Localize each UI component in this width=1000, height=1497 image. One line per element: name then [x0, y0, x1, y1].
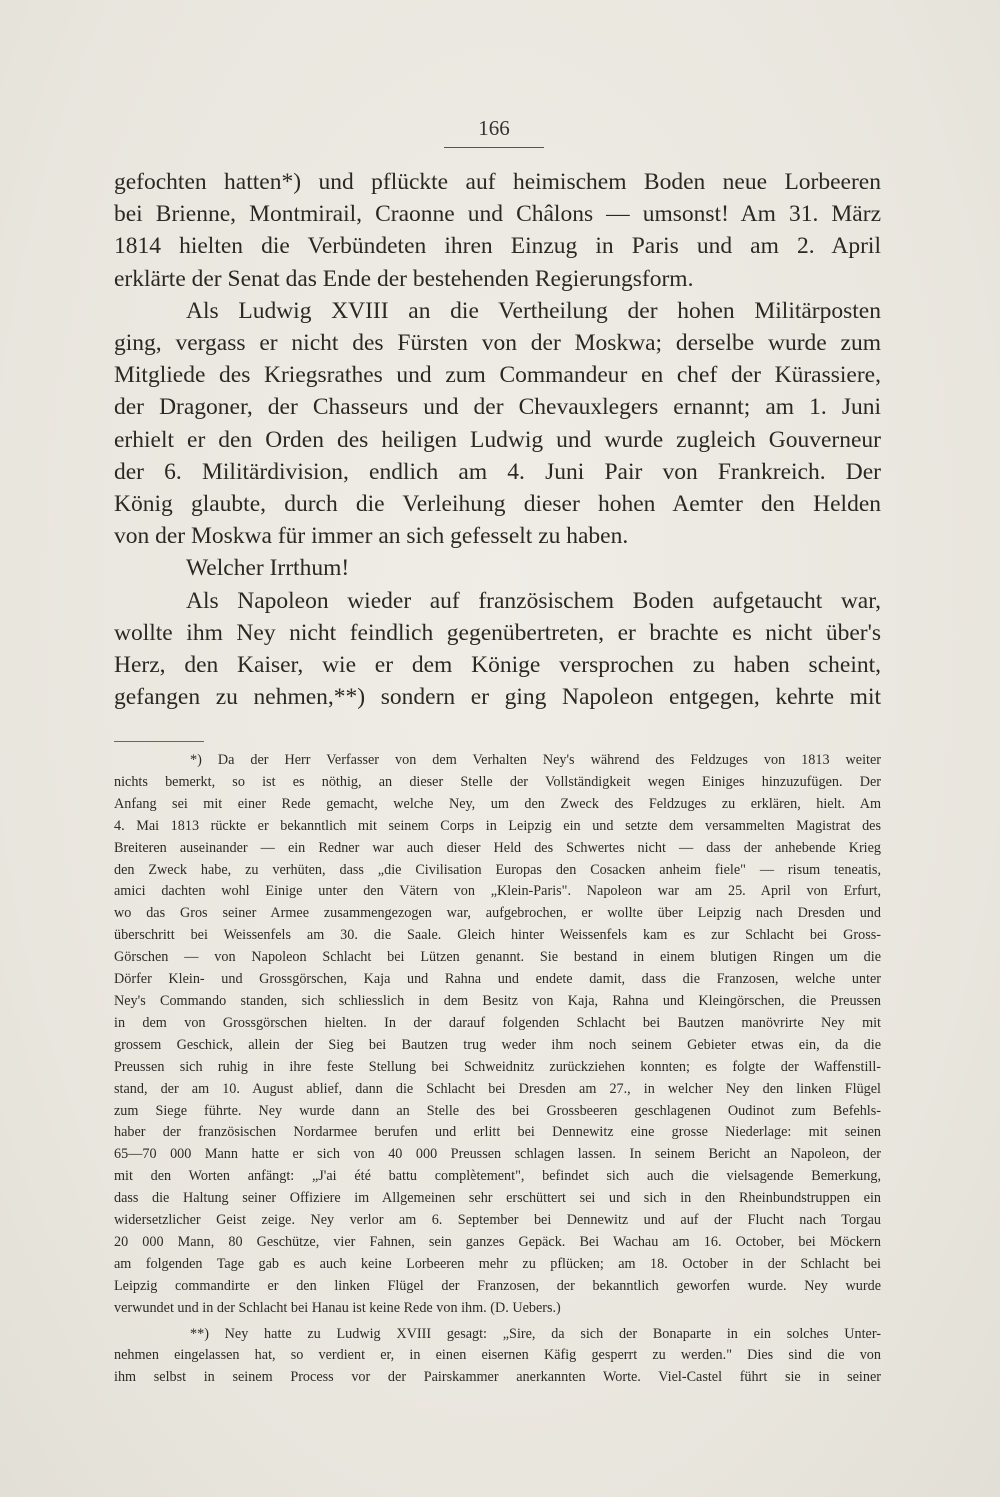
footnote-line: Anfang sei mit einer Rede gemacht, welche Ney, um den Zweck des Feldzuges zu erklären, hielt. Am	[114, 795, 881, 812]
body-text-line: Mitgliede des Kriegsrathes und zum Commandeur en chef der Kürassiere,	[114, 362, 881, 389]
footnote-line: am folgenden Tage gab es auch keine Lorbeeren mehr zu pflücken; am 18. October in der Schlacht bei	[114, 1255, 881, 1272]
body-text-line: 1814 hielten die Verbündeten ihren Einzug in Paris und am 2. April	[114, 233, 881, 260]
footnote-line: dass die Haltung seiner Offiziere im Allgemeinen sehr erschüttert sei und sich in den Rheinbundstruppen ein	[114, 1190, 881, 1207]
footnote-line: Görschen — von Napoleon Schlacht bei Lützen genannt. Sie bestand in einem blutigen Ringen um die	[114, 949, 881, 966]
body-text-line: Als Napoleon wieder auf französischem Boden aufgetaucht war,	[186, 587, 881, 614]
footnote-line: stand, der am 10. August ablief, dann die Schlacht bei Dresden am 27., in welcher Ney den linken Flügel	[114, 1080, 881, 1097]
footnote-line: haber der französischen Nordarmee berufen und erlitt bei Dennewitz eine grosse Niederlage: mit seinen	[114, 1124, 881, 1141]
footnote-line: in dem von Grossgörschen hielten. In der darauf folgenden Schlacht bei Bautzen manövrirte Ney mit	[114, 1014, 881, 1031]
footnote-line: amici dachten wohl Einige unter den Vätern von „Klein-Paris". Napoleon war am 25. April von Erfurt,	[114, 883, 881, 900]
body-text-line: erhielt er den Orden des heiligen Ludwig und wurde zugleich Gouverneur	[114, 426, 881, 453]
footnote-line: wo das Gros seiner Armee zusammengezogen war, aufgebrochen, er wollte über Leipzig nach Dresden und	[114, 905, 881, 922]
footnote-line: nehmen eingelassen hat, so verdient er, in einen eisernen Käfig gesperrt zu werden." Dies sind die von	[114, 1347, 881, 1364]
footnote-line: Dörfer Klein- und Grossgörschen, Kaja und Rahna und endete damit, dass die Franzosen, welche unter	[114, 971, 881, 988]
footnote-line: zum Siege führte. Ney wurde dann an Stelle des bei Grossbeeren geschlagenen Oudinot zum Befehls-	[114, 1102, 881, 1119]
body-text-line: gefochten hatten*) und pflückte auf heimischem Boden neue Lorbeeren	[114, 169, 881, 195]
body-text-line: erklärte der Senat das Ende der bestehenden Regierungsform.	[114, 265, 694, 292]
body-text-line: Herz, den Kaiser, wie er dem Könige versprochen zu haben scheint,	[114, 652, 881, 679]
body-text-line: der 6. Militärdivision, endlich am 4. Juni Pair von Frankreich. Der	[114, 458, 881, 485]
body-text-line: der Dragoner, der Chasseurs und der Chevauxlegers ernannt; am 1. Juni	[114, 394, 881, 421]
body-text-line: Als Ludwig XVIII an die Vertheilung der hohen Militärposten	[186, 297, 881, 324]
body-text-line: bei Brienne, Montmirail, Craonne und Châlons — umsonst! Am 31. März	[114, 201, 881, 228]
footnote-line: Ney's Commando standen, sich schliesslich in dem Besitz von Kaja, Rahna und Kleingörschen, die Preussen	[114, 992, 881, 1009]
footnote-line: 20 000 Mann, 80 Geschütze, vier Fahnen, sein ganzes Gepäck. Bei Wachau am 16. October, bei Möckern	[114, 1233, 881, 1250]
page-number: 166	[478, 116, 510, 140]
header-rule	[444, 147, 544, 148]
footnote-line: ihm selbst in seinem Process vor der Pairskammer anerkannten Worte. Viel-Castel führt sie in seiner	[114, 1369, 881, 1386]
body-text-line: gefangen zu nehmen,**) sondern er ging Napoleon entgegen, kehrte mit	[114, 684, 881, 711]
body-text-line: König glaubte, durch die Verleihung dieser hohen Aemter den Helden	[114, 491, 881, 518]
footnote-separator	[114, 741, 204, 742]
main-text	[114, 166, 881, 713]
body-text-line: von der Moskwa für immer an sich gefesselt zu haben.	[114, 523, 629, 550]
footnote-line: überschritt bei Weissenfels am 30. die Saale. Gleich hinter Weissenfels kam es zur Schlacht bei Gross-	[114, 927, 881, 944]
footnote-line: verwundet und in der Schlacht bei Hanau ist keine Rede von ihm. (D. Uebers.)	[114, 1299, 561, 1316]
footnote-line: Leipzig commandirte er den linken Flügel der Franzosen, der bekanntlich geworfen wurde. Ney wurde	[114, 1277, 881, 1294]
footnote-line: nichts bemerkt, so ist es nöthig, an dieser Stelle der Vollständigkeit wegen Einiges hinzuzufügen. Der	[114, 773, 881, 790]
footnote-line: widersetzlicher Geist zeige. Ney verlor am 6. September bei Dennewitz und auf der Flucht nach Torgau	[114, 1212, 881, 1229]
footnote-line: 4. Mai 1813 rückte er bekanntlich mit seinem Corps in Leipzig ein und setzte dem versammelten Magistrat des	[114, 817, 881, 834]
footnote-line: grossem Geschick, allein der Sieg bei Bautzen trug weder ihm noch seinem Gebieter etwas ein, da die	[114, 1036, 881, 1053]
footnote-line: 65—70 000 Mann hatte er sich von 40 000 Preussen schlagen lassen. In seinem Bericht an Napoleon, der	[114, 1146, 881, 1163]
footnote-line: *) Da der Herr Verfasser von dem Verhalten Ney's während des Feldzuges von 1813 weiter	[190, 752, 881, 768]
body-text-line: ging, vergass er nicht des Fürsten von der Moskwa; derselbe wurde zum	[114, 330, 881, 357]
footnote-line: Preussen sich ruhig in ihre feste Stellung bei Schweidnitz zurückziehen konnten; es folgte der Waffenstill-	[114, 1058, 881, 1075]
footnote-line: Breiteren auseinander — ein Redner war auch dieser Held des Schwertes nicht — dass der anhebende Krieg	[114, 839, 881, 856]
footnotes	[114, 750, 881, 1389]
footnote-line: **) Ney hatte zu Ludwig XVIII gesagt: „Sire, da sich der Bonaparte in ein solches Unter-	[190, 1325, 881, 1342]
body-text-line: wollte ihm Ney nicht feindlich gegenübertreten, er brachte es nicht über's	[114, 619, 881, 646]
footnote-line: den Zweck habe, zu verhüten, dass „die Civilisation Europas den Cosacken anheim fiele" — risum teneatis,	[114, 861, 881, 878]
body-text-line: Welcher Irrthum!	[186, 555, 350, 582]
footnote-line: mit den Worten anfängt: „J'ai été battu complètement", befindet sich auch die vielsagende Bemerkung,	[114, 1168, 881, 1185]
